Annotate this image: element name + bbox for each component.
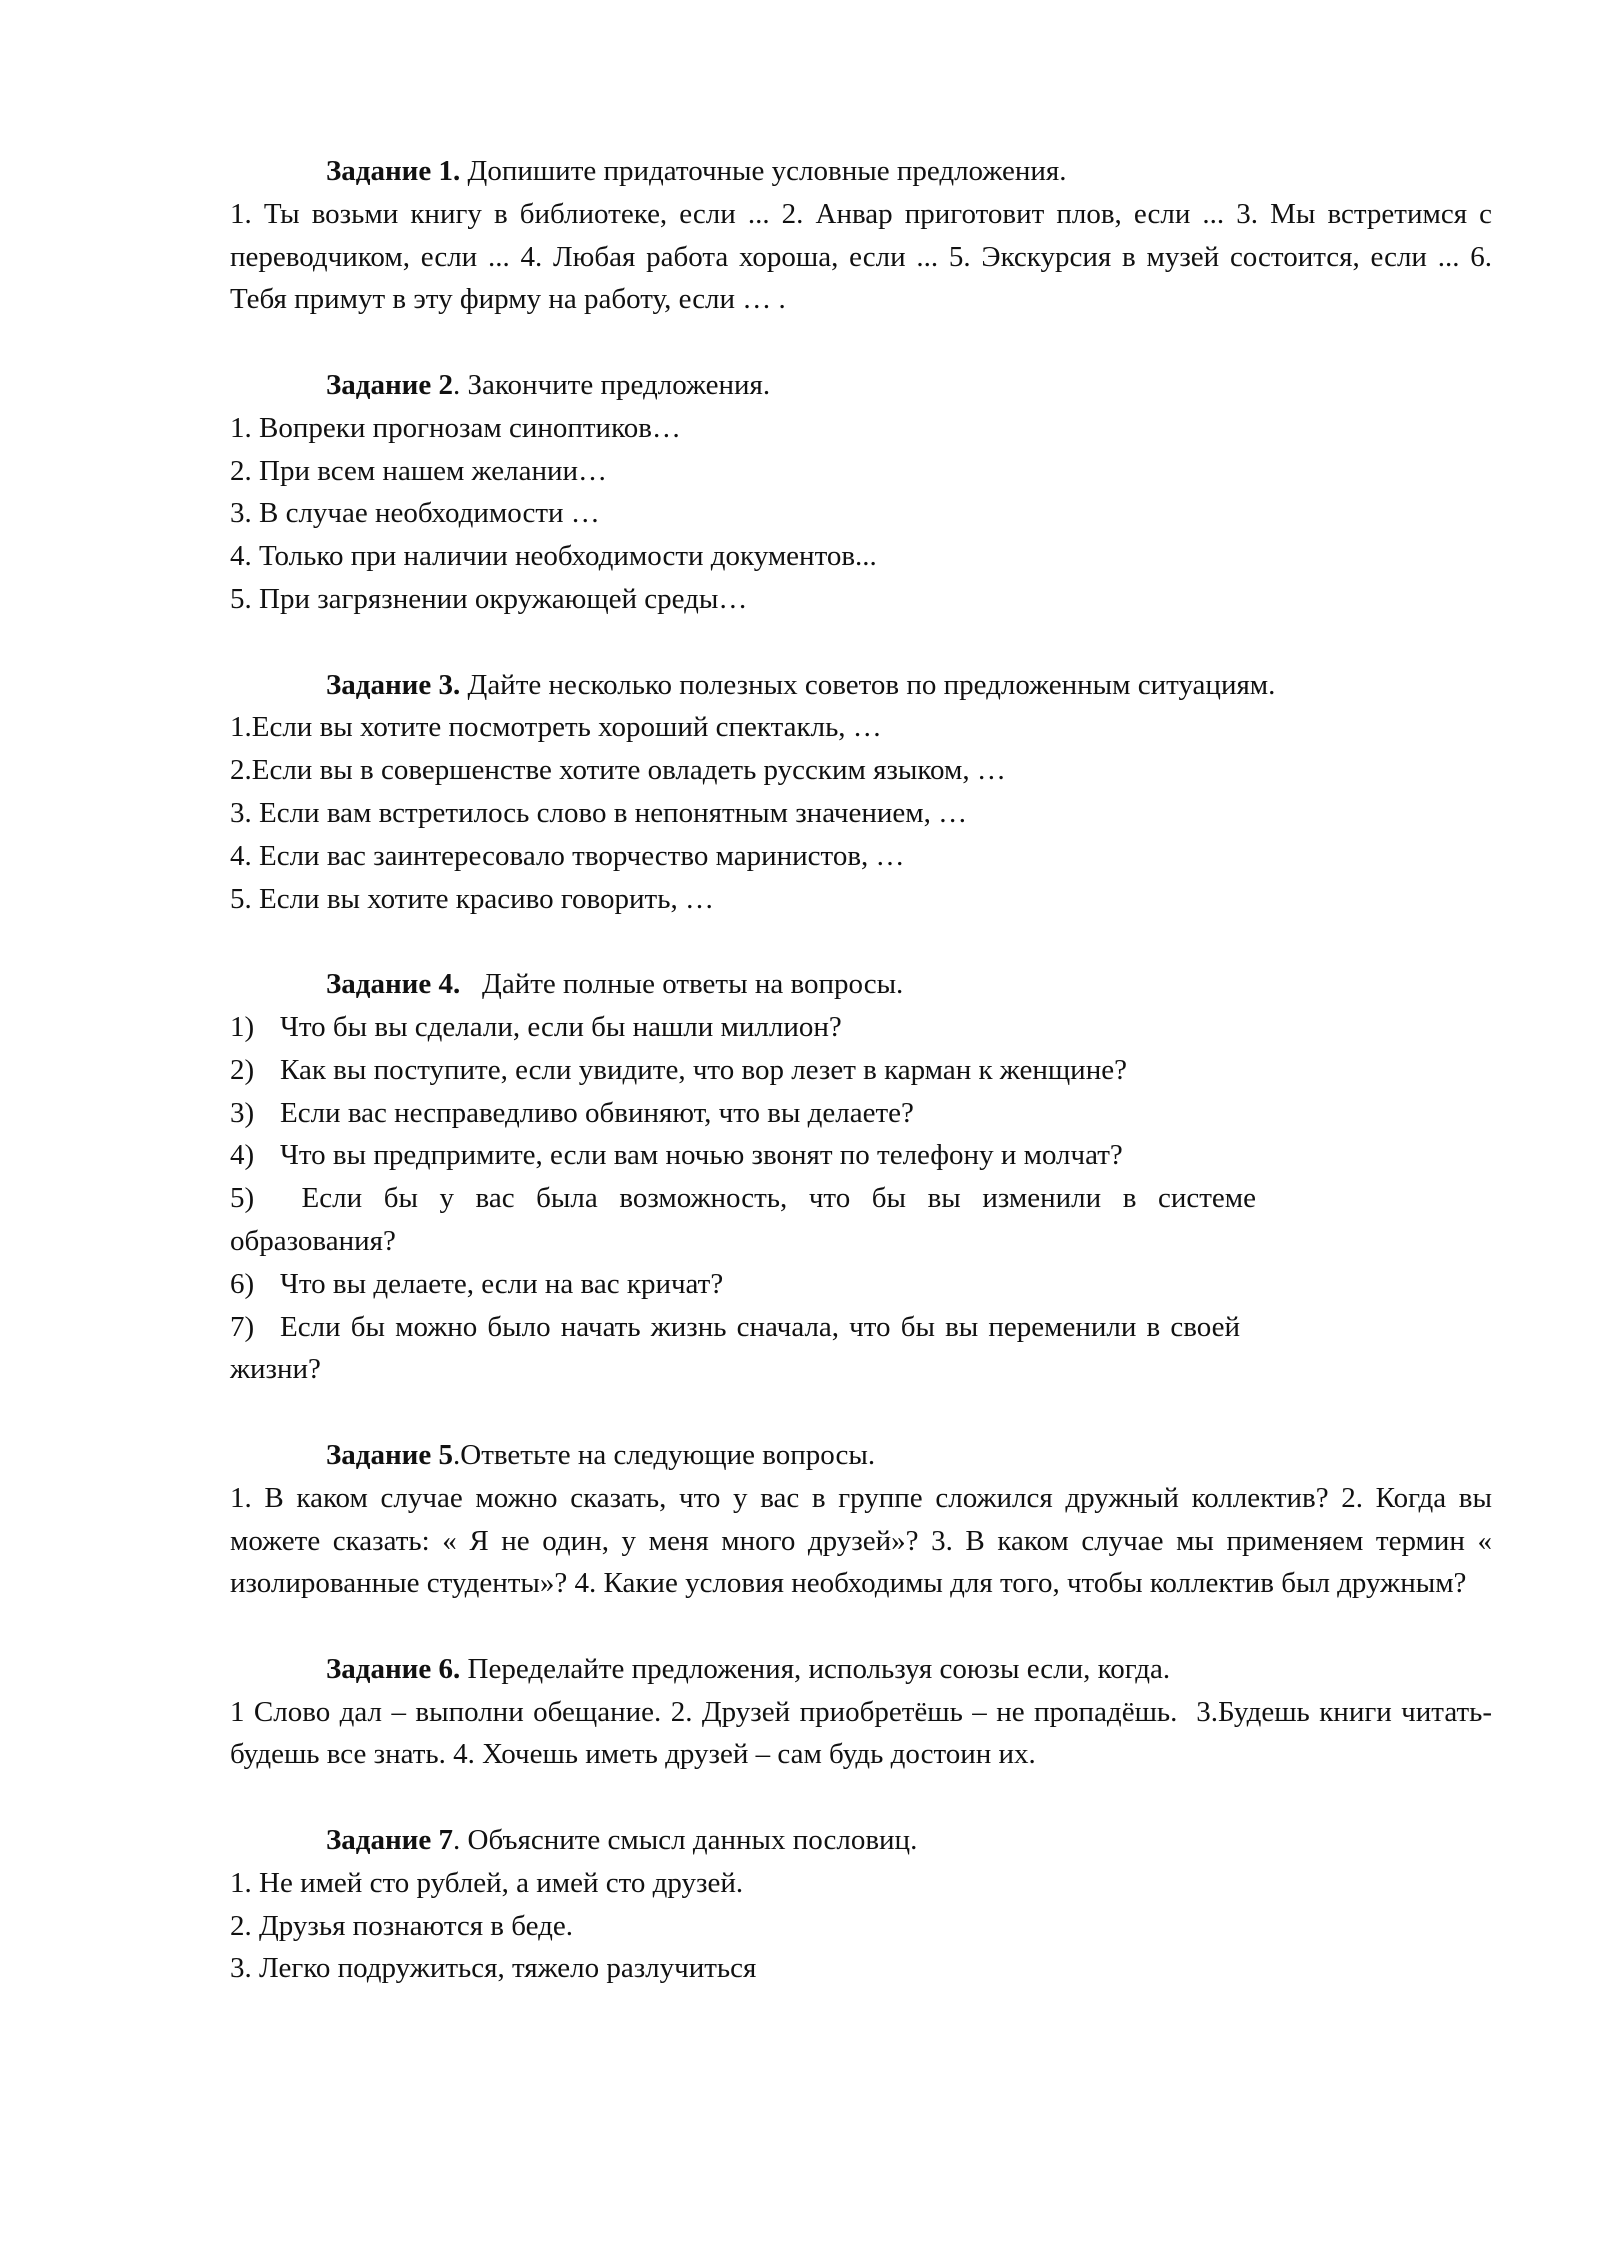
task-heading: [230, 1434, 1492, 1477]
task-heading: [230, 364, 1492, 407]
task-heading: [230, 664, 1492, 707]
task-instruction: . Закончите предложения.: [453, 368, 771, 401]
task-heading: [230, 963, 1492, 1006]
task-6: [230, 1648, 1500, 1776]
task-instruction: .Ответьте на следующие вопросы.: [453, 1438, 876, 1471]
list-item: 5. При загрязнении окружающей среды…: [230, 582, 748, 615]
task-5: [230, 1434, 1492, 1605]
question-item: [230, 1263, 1492, 1306]
task-instruction: . Объясните смысл данных пословиц.: [453, 1824, 918, 1857]
question-item: [230, 1049, 1492, 1092]
task-3: [230, 664, 1492, 921]
list-item: 1.Если вы хотите посмотреть хороший спектакль, …: [230, 711, 882, 744]
question-number: 5): [230, 1182, 255, 1215]
question-text: Как вы поступите, если увидите, что вор лезет в карман к женщине?: [280, 1053, 1127, 1086]
question-item: [230, 1177, 1256, 1263]
task-4: [230, 963, 1492, 1391]
question-number: 7): [230, 1310, 255, 1343]
task-instruction: Дайте несколько полезных советов по предложенным ситуациям.: [460, 668, 1276, 701]
document-page: [230, 150, 1500, 1990]
task-2: [230, 364, 1492, 621]
question-text: Если бы можно было начать жизнь сначала, что бы вы переменили в своей жизни?: [230, 1310, 1240, 1386]
question-number: 1): [230, 1010, 255, 1043]
task-number: Задание 2: [326, 368, 454, 401]
task-heading: [230, 150, 1492, 193]
list-item: 4. Если вас заинтересовало творчество маринистов, …: [230, 839, 905, 872]
question-text: Что вы предпримите, если вам ночью звонят по телефону и молчат?: [280, 1139, 1123, 1172]
task-number: Задание 5: [326, 1438, 454, 1471]
list-item: 2. При всем нашем желании…: [230, 454, 608, 487]
list-item: 3. Легко подружиться, тяжело разлучиться: [230, 1952, 757, 1985]
question-text: Что бы вы сделали, если бы нашли миллион?: [280, 1010, 842, 1043]
question-number: 2): [230, 1053, 255, 1086]
question-item: [230, 1006, 1492, 1049]
list-item: 2.Если вы в совершенстве хотите овладеть русским языком, …: [230, 754, 1006, 787]
task-number: Задание 6.: [326, 1652, 461, 1685]
list-item: 1. Не имей сто рублей, а имей сто друзей.: [230, 1866, 744, 1899]
list-item: 5. Если вы хотите красиво говорить, …: [230, 882, 714, 915]
list-item: 2. Друзья познаются в беде.: [230, 1909, 573, 1942]
task-1: [230, 150, 1492, 321]
list-item: 3. В случае необходимости …: [230, 497, 600, 530]
question-text: Если вас несправедливо обвиняют, что вы делаете?: [280, 1096, 914, 1129]
task-paragraph: 1. Ты возьми книгу в библиотеке, если ... 2. Анвар приготовит плов, если ... 3. Мы встретимся с переводчиком, если ... 4. Любая работа хороша, если ... 5. Экскурсия в музей состоится, если ... 6. Тебя примут в эту фирму на работу, если … .: [230, 197, 1492, 316]
task-instruction: Переделайте предложения, используя союзы если, когда.: [460, 1652, 1171, 1685]
task-instruction: Дайте полные ответы на вопросы.: [460, 968, 904, 1001]
task-number: Задание 4.: [326, 968, 461, 1001]
task-instruction: Допишите придаточные условные предложения.: [460, 155, 1067, 187]
list-item: 4. Только при наличии необходимости документов...: [230, 540, 877, 573]
task-7: [230, 1819, 1492, 1990]
list-item: 1. Вопреки прогнозам синоптиков…: [230, 411, 681, 444]
question-number: 4): [230, 1139, 255, 1172]
task-number: Задание 3.: [326, 668, 461, 701]
question-item: [230, 1092, 1492, 1135]
question-number: 3): [230, 1096, 255, 1129]
question-text: Если бы у вас была возможность, что бы вы изменили в системе образования?: [230, 1182, 1256, 1257]
task-heading: [230, 1648, 1492, 1691]
question-item: [230, 1306, 1240, 1392]
task-heading: [230, 1819, 1492, 1862]
list-item: 3. Если вам встретилось слово в непонятным значением, …: [230, 796, 968, 829]
question-number: 6): [230, 1267, 255, 1300]
question-item: [230, 1134, 1492, 1177]
task-paragraph: 1. В каком случае можно сказать, что у вас в группе сложился дружный коллектив? 2. Когда вы можете сказать: « Я не один, у меня много друзей»? 3. В каком случае мы применяем термин « изолированные студенты»? 4. Какие условия необходимы для того, чтобы коллектив был дружным?: [230, 1481, 1492, 1600]
task-number: Задание 7: [326, 1824, 454, 1857]
question-text: Что вы делаете, если на вас кричат?: [280, 1267, 724, 1300]
task-paragraph: 1 Слово дал – выполни обещание. 2. Друзей приобретёшь – не пропадёшь. 3.Будешь книги читать- будешь все знать. 4. Хочешь иметь друзей – сам будь достоин их.: [230, 1695, 1500, 1771]
task-number: Задание 1.: [326, 155, 461, 187]
